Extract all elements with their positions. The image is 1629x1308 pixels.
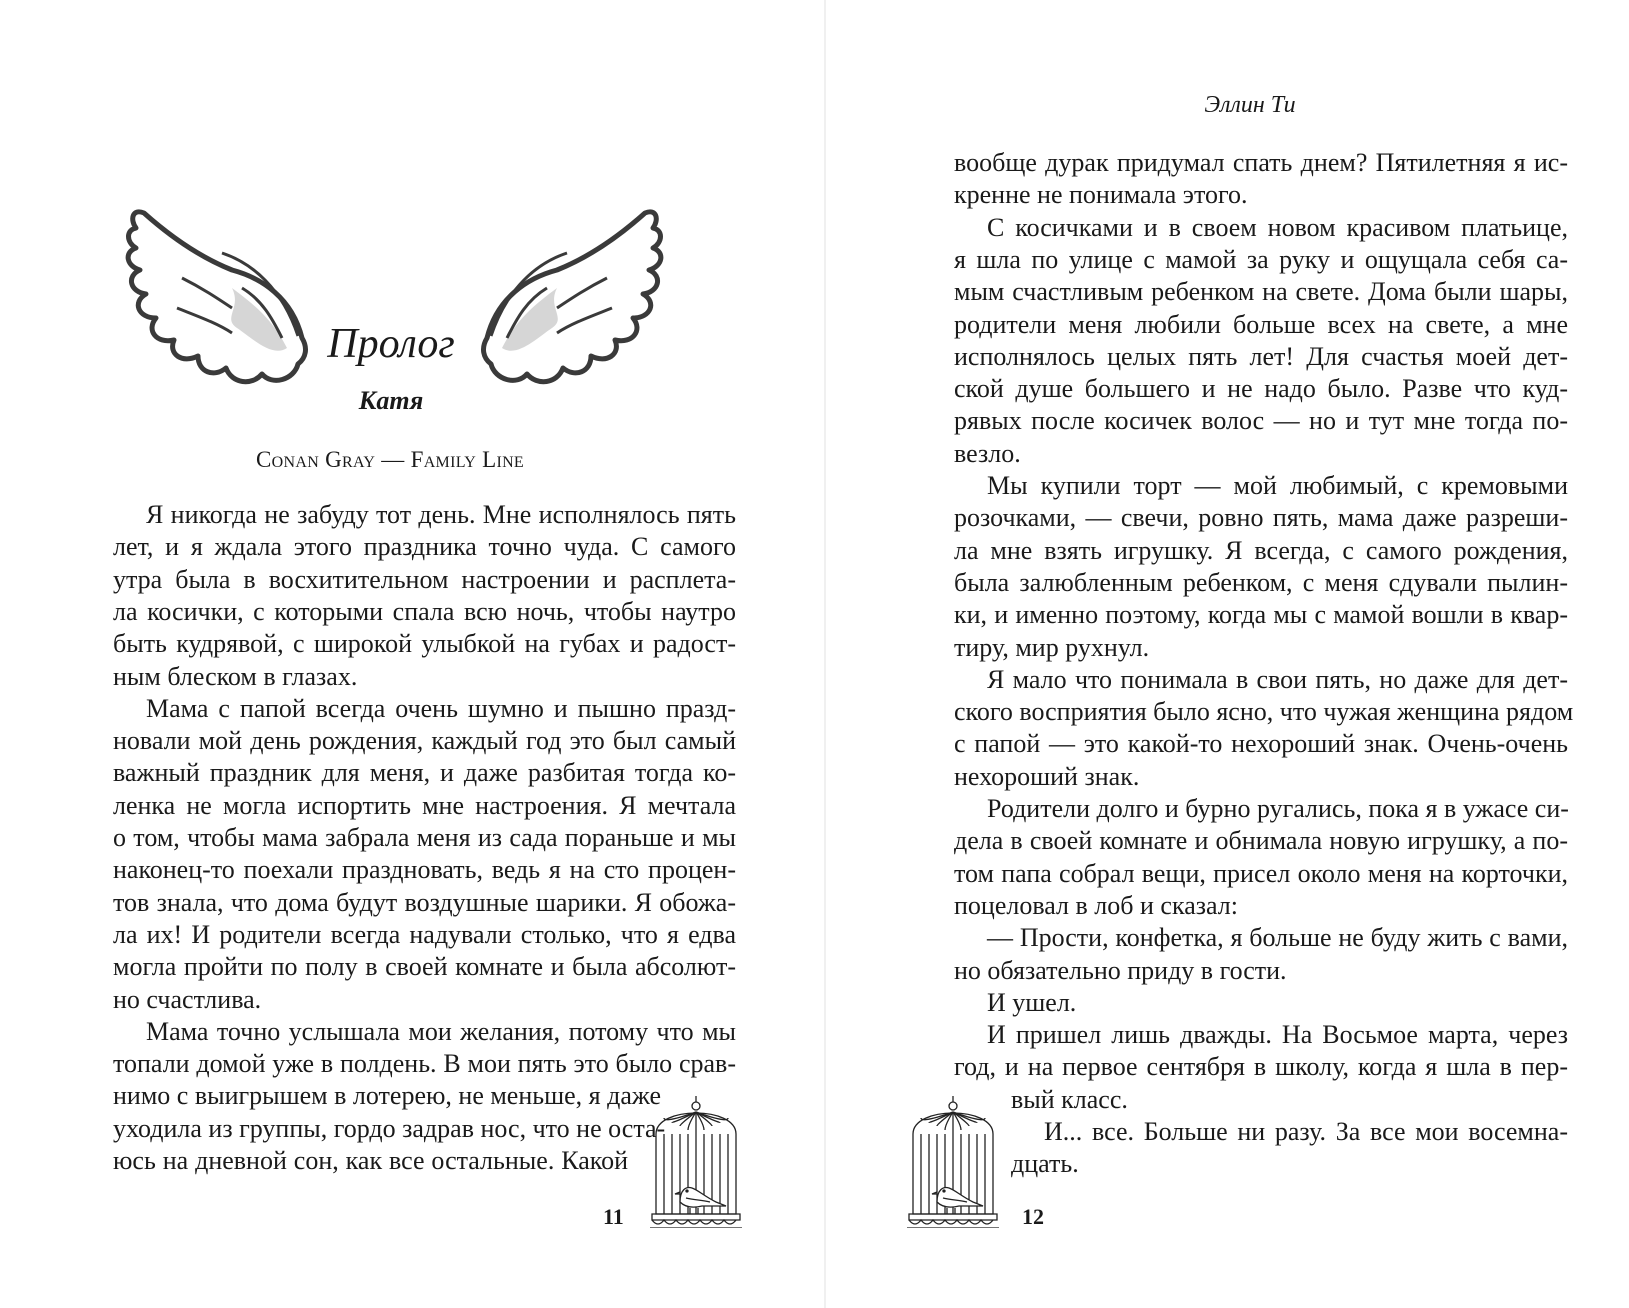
text-line: важный праздник для меня, и даже разбитая тогда ко- [113, 758, 736, 788]
text-line: мым счастливым ребенком на свете. Дома были шары, [954, 277, 1568, 307]
text-line: была залюбленным ребенком, с меня сдували пылин- [954, 567, 1568, 597]
text-line: вообще дурак придумал спать днем? Пятилетняя я ис- [954, 148, 1568, 177]
page-number-left: 11 [603, 1204, 624, 1229]
text-line: лет, и я ждала этого праздника точно чуда. С самого [113, 532, 736, 562]
text-line: С косичками и в своем новом красивом платьице, [987, 212, 1568, 242]
text-line: ской душе большего и не надо было. Разве что куд- [954, 374, 1568, 404]
text-line: дцать. [1011, 1149, 1079, 1179]
text-line: ла косички, с которыми спала всю ночь, чтобы наутро [113, 596, 736, 626]
birdcage-right-icon [907, 1094, 999, 1228]
text-line: родители меня любили больше всех на свете, а мне [954, 309, 1568, 339]
text-line: юсь на дневной сон, как все остальные. Какой [113, 1146, 628, 1175]
text-line: ленка не могла испортить мне настроения. Я мечтала [113, 790, 736, 820]
text-line: нехороший знак. [954, 761, 1140, 791]
text-line: утра была в восхитительном настроении и расплета- [113, 564, 736, 594]
text-line: могла пройти по полу в своей комнате и была абсолют- [113, 952, 736, 982]
text-line: наконец-то поехали праздновать, ведь я на сто процен- [113, 855, 736, 885]
text-line: но счастлива. [113, 984, 262, 1014]
page-number-right: 12 [1022, 1204, 1044, 1229]
text-line: ным блеском в глазах. [113, 661, 358, 691]
text-line: ского восприятия было ясно, что чужая женщина рядом [954, 697, 1574, 727]
text-line: том папа собрал вещи, присел около меня на корточки, [954, 858, 1568, 888]
text-line: о том, чтобы мама забрала меня из сада пораньше и мы [113, 823, 736, 852]
text-line: рявых после косичек волос — но и тут мне тогда по- [954, 406, 1568, 436]
text-line: ла их! И родители всегда надували столько, что я едва [113, 919, 736, 949]
text-line: уходила из группы, гордо задрав нос, что не оста- [113, 1113, 666, 1143]
text-line: Мама точно услышала мои желания, потому что мы [146, 1016, 736, 1046]
text-line: вый класс. [1011, 1084, 1128, 1114]
text-line: быть кудрявой, с широкой улыбкой на губах и радост- [113, 629, 736, 659]
text-line: кренне не понимала этого. [954, 180, 1248, 210]
text-line: исполнялось целых пять лет! Для счастья моей дет- [954, 341, 1568, 371]
text-line: И... все. Больше ни разу. За все мои восемна- [1044, 1117, 1568, 1146]
text-line: я шла по улице с мамой за руку и ощущала себя са- [954, 244, 1568, 274]
text-line: Родители долго и бурно ругались, пока я в ужасе си- [987, 794, 1569, 823]
text-line: И пришел лишь дважды. На Восьмое марта, через [987, 1020, 1568, 1050]
text-line: И ушел. [987, 987, 1077, 1017]
song-epigraph: Conan Gray — Family Line [255, 447, 524, 472]
birdcage-left-icon [650, 1094, 742, 1228]
text-line: везло. [954, 438, 1021, 468]
narrator-name: Катя [358, 386, 424, 415]
text-line: топали домой уже в полдень. В мои пять это было срав- [113, 1049, 736, 1079]
text-line: с папой — это какой-то нехороший знак. Очень-очень [954, 729, 1568, 759]
text-line: розочками, — свечи, ровно пять, мама даже разреши- [954, 503, 1568, 533]
text-line: но обязательно приду в гости. [954, 955, 1287, 985]
text-line: Я никогда не забуду тот день. Мне исполнялось пять [146, 500, 736, 529]
text-line: ла мне взять игрушку. Я всегда, с самого рождения, [954, 535, 1568, 565]
text-line: тов знала, что дома будут воздушные шарики. Я обожа- [113, 887, 736, 917]
text-line: поцеловал в лоб и сказал: [954, 890, 1238, 920]
text-line: ки, и именно поэтому, когда мы с мамой вошли в квар- [954, 600, 1568, 630]
left-wing-icon [122, 208, 308, 408]
chapter-title: Пролог [327, 321, 455, 367]
running-head-author: Эллин Ти [1204, 92, 1296, 118]
text-line: новали мой день рождения, каждый год это был самый [113, 726, 736, 756]
text-line: — Прости, конфетка, я больше не буду жить с вами, [987, 923, 1568, 953]
text-line: Я мало что понимала в свои пять, но даже для дет- [987, 664, 1568, 694]
book-gutter [824, 0, 826, 1308]
text-line: Мама с папой всегда очень шумно и пышно празд- [146, 693, 736, 723]
right-wing-icon [481, 208, 667, 408]
text-line: нимо с выигрышем в лотерею, не меньше, я даже [113, 1081, 662, 1111]
text-line: тиру, мир рухнул. [954, 632, 1150, 662]
text-line: Мы купили торт — мой любимый, с кремовыми [987, 471, 1568, 500]
text-line: дела в своей комнате и обнимала новую игрушку, а по- [954, 826, 1568, 856]
text-line: год, и на первое сентября в школу, когда я шла в пер- [954, 1052, 1568, 1082]
